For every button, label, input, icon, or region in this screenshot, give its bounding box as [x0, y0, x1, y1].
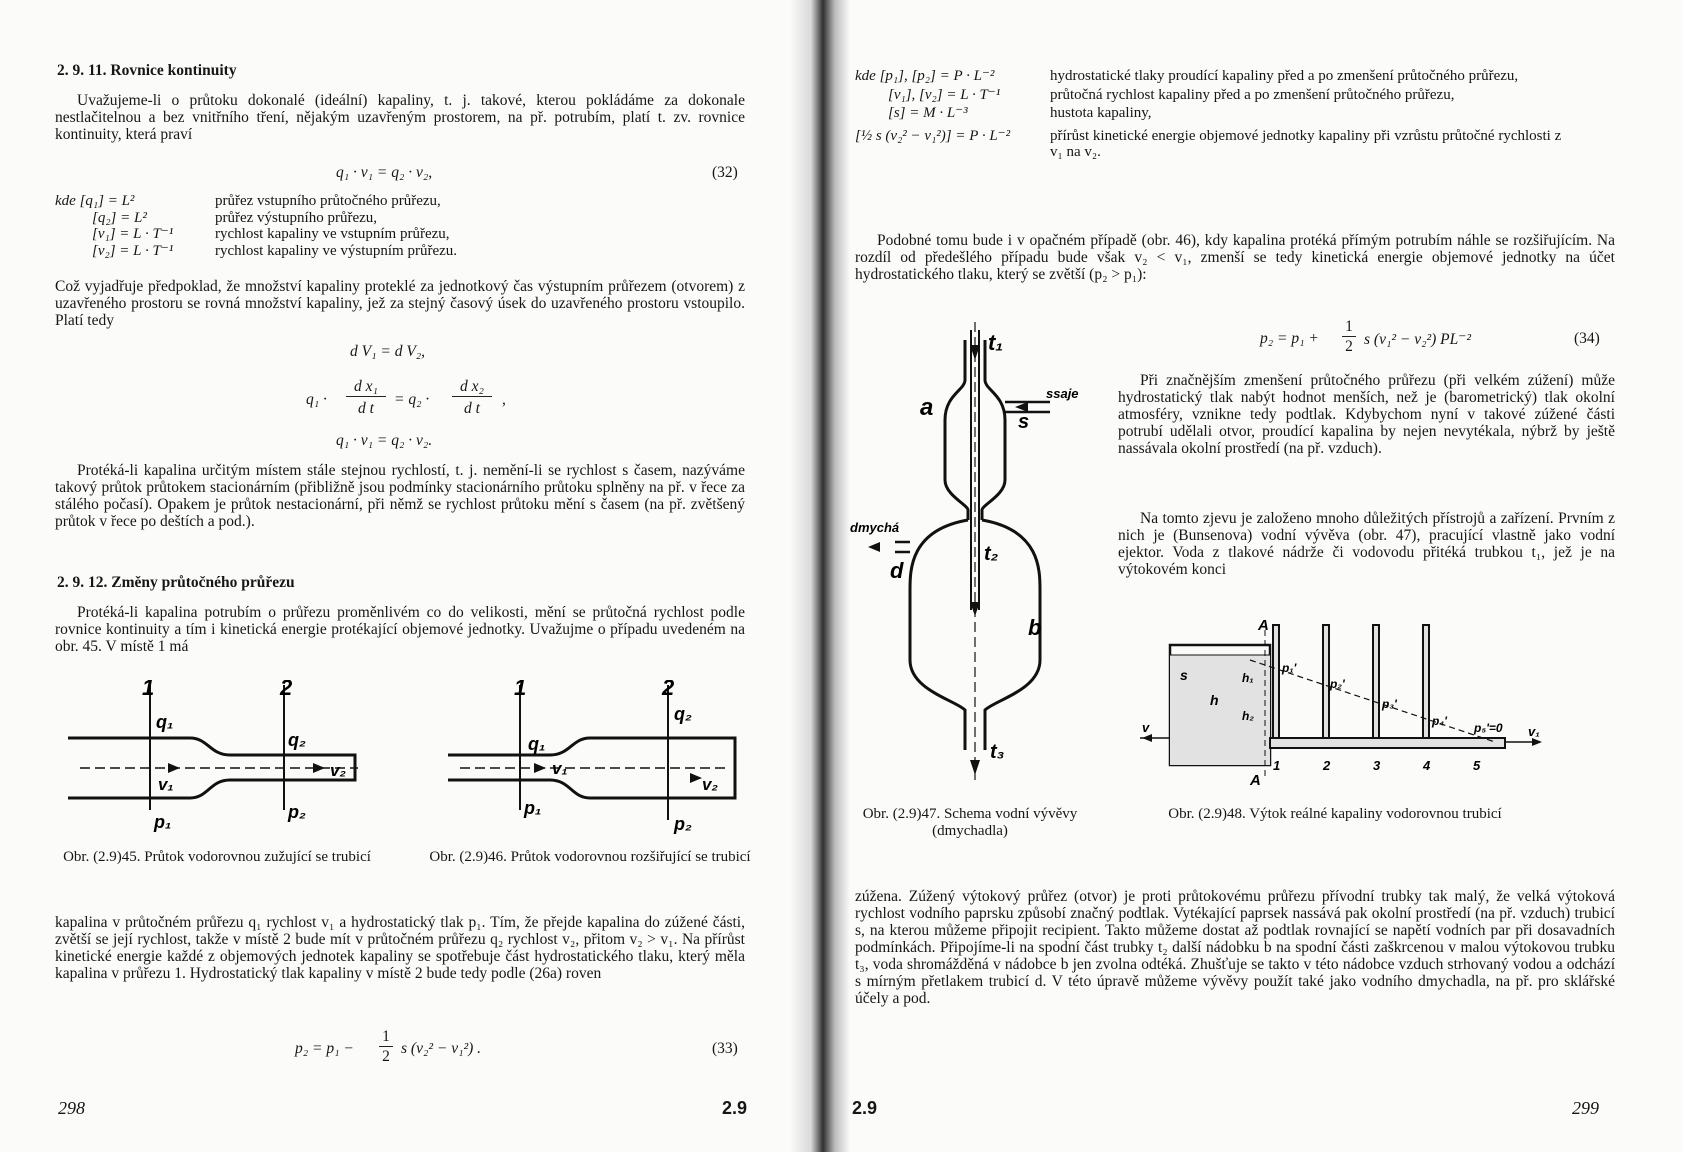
svg-text:v₂: v₂ [330, 761, 346, 780]
section-heading-2-9-11: 2. 9. 11. Rovnice kontinuity [57, 62, 237, 79]
svg-text:A: A [1250, 772, 1261, 789]
svg-text:dmychá: dmychá [850, 520, 900, 535]
equation-33-number: (33) [712, 1040, 738, 1057]
paragraph-bunsen-pump: Na tomto zjevu je založeno mnoho důležitých přístrojů a zařízení. Prvním z nich je (Bunsenova) vodní vývěva (obr. 47), pracující vlastně jako vodní ejektor. Voda z tlakové nádrže či vodovodu přitéká trubkou t₁, jež je na výtokovém konci [1118, 510, 1615, 578]
figure-47-water-pump [850, 320, 1100, 790]
fig45-label: 1 [142, 680, 155, 700]
caption-figure-48: Obr. (2.9)48. Výtok reálné kapaliny vodorovnou trubicí [1168, 806, 1502, 822]
svg-text:2: 2 [1323, 758, 1331, 773]
definition-row: kde [p₁], [p₂] = P · L⁻² hydrostatické tlaky proudící kapaliny před a po zmenšení průtočného průřezu, [855, 68, 1519, 84]
paragraph-vacuum: Při značnějším zmenšení průtočného průřezu (při velkém zúžení) může hydrostatický tlak nabýt hodnot menších, než je (barometrický) tlak okolní atmosféry, vznikne tedy podtlak. Kdybychom nyní v takové zúžené části potrubí udělali otvor, proudící kapalina by nejen nevytékala, nýbrž by ještě nassávala okolní prostředí (na př. vzduch). [1118, 372, 1615, 457]
svg-text:ssaje: ssaje [1046, 386, 1079, 401]
equation-33: p₂ = p₁ − 1 2 s (v₂² − v₁²) . [295, 1028, 482, 1065]
svg-text:s: s [1180, 667, 1188, 683]
svg-text:v₁: v₁ [158, 775, 174, 794]
svg-text:3: 3 [1373, 758, 1381, 773]
svg-text:b: b [1028, 615, 1042, 640]
svg-text:4: 4 [1423, 758, 1431, 773]
svg-text:p₂: p₂ [288, 802, 306, 822]
equation-volume: d V₁ = d V₂, [350, 343, 426, 360]
svg-text:v₂: v₂ [702, 775, 718, 794]
equation-34: p₂ = p₁ + 1 2 s (v₁² − v₂²) PL⁻² [1260, 318, 1472, 355]
svg-text:p₂': p₂' [1330, 677, 1345, 691]
figure-48-real-liquid-outflow [1130, 620, 1550, 790]
svg-text:v₁: v₁ [552, 759, 568, 778]
paragraph-cross-section-change: Protéká-li kapalina potrubím o průřezu proměnlivém co do velikosti, mění se průtočná rychlost podle rovnice kontinuity a tím i kinetická energie protékající objemové jednotky. Uvažujme o případu uvedeném na obr. 45. V místě 1 má [55, 604, 745, 655]
paragraph-widening-case: Podobné tomu bude i v opačném případě (obr. 46), kdy kapalina protéká přímým potrubím náhle se rozšiřujícím. Na rozdíl od předešlého případu bude však v₂ < v₁, zmenší se tedy kinetická energie objemové jednotky na účet hydrostatického tlaku, který se zvětší (p₂ > p₁): [855, 232, 1615, 283]
definition-row: [s] = M · L⁻³ hustota kapaliny, [888, 105, 1152, 121]
svg-text:q₁: q₁ [156, 712, 174, 732]
paragraph-pressure-drop: kapalina v průtočném průřezu q₁ rychlost v₁ a hydrostatický tlak p₁. Tím, že přejde kapalina do zúžené části, zvětší se její rychlost, takže v místě 2 bude mít v průtočném průřezu q₂ rychlost v₂, přitom v₂ > v₁. Na přírůst kinetické energie každé z objemových jednotek kapaliny se spotřebuje část hydrostatického tlaku, který měla kapalina v průřezu 1. Hydrostatický tlak kapaliny v místě 2 bude tedy podle (26a) roven [55, 914, 745, 982]
svg-text:t₁: t₁ [988, 330, 1004, 355]
svg-text:h₁: h₁ [1242, 671, 1254, 685]
svg-text:v₁: v₁ [1528, 724, 1540, 739]
right-page [850, 0, 1683, 1152]
svg-text:1: 1 [1273, 758, 1281, 773]
section-marker-right: 2.9 [852, 1098, 878, 1118]
svg-text:d: d [890, 558, 904, 583]
svg-text:s: s [1018, 411, 1030, 433]
svg-text:t₂: t₂ [984, 543, 999, 565]
paragraph-continuity-intro: Uvažujeme-li o průtoku dokonalé (ideální) kapaliny, t. j. takové, kterou pokládáme za dokonale nestlačitelnou a bez vnitřního tření, nějakým uzavřeným prostorem, na př. potrubím, platí t. zv. rovnice kontinuity, která praví [55, 92, 745, 143]
paragraph-stationary-flow: Protéká-li kapalina určitým místem stále stejnou rychlostí, t. j. nemění-li se rychlost s časem, nazýváme takový průtok průtokem stacionárním (přibližně jsou podmínky stacionárního průtoku splněny na př. v řece za stálého počasí). Opakem je průtok nestacionární, při němž se rychlost průtoku mění s časem (na př. zvětšený průtok v řece po deštích a pod.). [55, 462, 745, 530]
svg-text:h: h [1210, 692, 1219, 708]
svg-text:q₂: q₂ [288, 730, 306, 750]
svg-text:t₃: t₃ [990, 741, 1005, 763]
svg-text:2: 2 [662, 680, 675, 700]
equation-continuity-result: q₁ · v₁ = q₂ · v₂. [336, 432, 433, 449]
paragraph-ejector-continued: zúžena. Zúžený výtokový průřez (otvor) je proti průtokovému průřezu přívodní trubky tak malý, že velká výtoková rychlost vodního paprsku způsobí značný podtlak. Vytékající paprsek nassává pak okolní prostředí (na př. vzduch) trubicí s, na kterou můžeme připojit recipient. Takto můžeme dostat až podtlak rovnající se napětí vodních par při dosavadních podmínkách. Připojíme-li na spodní část trubky t₂ další nádobku b na spodní části zaškrcenou v malou výtokovou trubku t₃, voda shromážděná v nádobce b jen zvolna odtéká. Zhušťuje se takto v této nádobce vzduch strhovaný vodou a odchází s mírným přetlakem trubicí d. V této úpravě můžeme vývěvy použít také jako vodního dmychadla, na př. pro sklářské účely a pod. [855, 888, 1615, 1007]
definition-row: kde [q₁] = L² průřez vstupního průtočného průřezu, [55, 193, 441, 209]
equation-32: q₁ · v₁ = q₂ · v₂, [336, 164, 433, 181]
definition-row: [v₂] = L · T⁻¹ rychlost kapaliny ve výstupním průřezu. [92, 242, 458, 259]
svg-text:q₁: q₁ [528, 734, 546, 754]
caption-figure-45: Obr. (2.9)45. Průtok vodorovnou zužující se trubicí [63, 849, 371, 865]
svg-text:a: a [920, 394, 934, 421]
book-gutter [790, 0, 850, 1152]
left-page: 2. 9. 11. Rovnice kontinuity Uvažujeme-li o průtoku dokonalé (ideální) kapaliny, t. j. takové, kterou pokládáme za dokonale nestlačitelnou a bez vnitřního tření, nějakým uzavřeným prostorem, na př. potrubím, platí t. zv. rovnice kontinuity, která praví q₁ · v₁ = q₂ · v₂, (32) kde [q₁] = L² průřez vstupního průtočného průřezu, [q₂] = L² průřez výstupního průřezu, [v₁] = L · T⁻¹ rychlost kapaliny ve vstupním průřezu, [v₂] = L · T⁻¹ rychlost kapaliny ve výstupním průřezu. Což vyjadřuje předpoklad, že množství kapaliny proteklé za jednotkový čas výstupním průřezem (otvorem) z uzavřeného prostoru se rovná množství kapaliny, jež za stejný časový úsek do uzavřeného prostoru vstoupilo. Platí tedy d V₁ = d V₂, q₁ · d x₁ d t = q₂ · d x₂ d t , q₁ · v₁ = q₂ · v₂. Protéká-li kapalina určitým místem stále stejnou rychlostí, t. j. nemění-li se rychlost s časem, nazýváme takový průtok průtokem stacionárním (přibližně jsou podmínky stacionárního průtoku splněny na př. v řece za stálého počasí). Opakem je průtok nestacionární, při němž se rychlost průtoku mění s časem (na př. zvětšený průtok v řece po deštích a pod.). 2. 9. 12. Změny průtočného průřezu Protéká-li kapalina potrubím o průřezu proměnlivém co do velikosti, mění se průtočná rychlost podle rovnice kontinuity a tím i kinetická energie protékající objemové jednotky. Uvažujme o případu uvedeném na obr. 45. V místě 1 má 1 2 q₁ q₂ v₁ v₂ p₁ p₂ 1 2 q₁ q₂ v₁ v₂ p₁ p₂ Obr. (2.9)45. Průtok vodorovnou zužující se trubicí Obr. (2.9)46. Průtok vodorovnou rozšiřující se trubicí kapalina v průtočném průřezu q₁ rychlost v₁ a hydrostatický tlak p₁. Tím, že přejde kapalina do zúžené části, zvětší se její rychlost, takže v místě 2 bude mít v průtočném průřezu q₂ rychlost v₂, přitom v₂ > v₁. Na přírůst kinetické energie každé z objemových jednotek kapaliny se spotřebuje část hydrostatického tlaku, který měla kapalina v průřezu 1. Hydrostatický tlak kapaliny v místě 2 bude tedy podle (26a) roven p₂ = p₁ − 1 2 s (v₂² − v₁²) . (33) 298 2.9 [0, 0, 790, 1152]
svg-text:p₅'=0: p₅'=0 [1474, 721, 1503, 735]
svg-text:v: v [1142, 720, 1150, 735]
definition-row: [v₁], [v₂] = L · T⁻¹ průtočná rychlost kapaliny před a po zmenšení průtočného průřezu, [888, 86, 1455, 103]
equation-32-number: (32) [712, 164, 738, 181]
svg-text:p₂: p₂ [674, 814, 692, 834]
svg-text:q₂: q₂ [674, 704, 692, 724]
svg-text:p₄': p₄' [1432, 714, 1447, 728]
svg-text:p₁: p₁ [524, 798, 542, 818]
definitions-list-left [55, 193, 745, 259]
svg-text:5: 5 [1473, 758, 1481, 773]
svg-text:A: A [1258, 620, 1269, 634]
page-number-left: 298 [58, 1098, 85, 1118]
caption-figure-46: Obr. (2.9)46. Průtok vodorovnou rozšiřující se trubicí [429, 849, 751, 865]
svg-text:p₁: p₁ [154, 812, 172, 832]
definitions-list-right [855, 68, 1615, 161]
svg-text:h₂: h₂ [1242, 709, 1254, 723]
svg-text:p₁': p₁' [1282, 661, 1297, 675]
definition-row: [½ s (v₂² − v₁²)] = P · L⁻² přírůst kinetické energie objemové jednotky kapaliny při vzrůstu průtočné rychlosti z v₁ na v₂. [855, 127, 1562, 160]
svg-text:2: 2 [280, 680, 293, 700]
equation-34-number: (34) [1574, 330, 1600, 347]
page-number-right: 299 [1572, 1098, 1599, 1118]
caption-figure-47: Obr. (2.9)47. Schema vodní vývěvy (dmychadla) [862, 806, 1078, 839]
definition-row: [v₁] = L · T⁻¹ rychlost kapaliny ve vstupním průřezu, [92, 226, 450, 242]
figure-45-narrowing-tube [60, 680, 390, 840]
figure-46-widening-tube [440, 680, 760, 840]
section-heading-2-9-12: 2. 9. 12. Změny průtočného průřezu [57, 574, 295, 591]
svg-text:1: 1 [514, 680, 527, 700]
paragraph-continuity-explanation: Což vyjadřuje předpoklad, že množství kapaliny proteklé za jednotkový čas výstupním průřezem (otvorem) z uzavřeného prostoru se rovná množství kapaliny, jež za stejný časový úsek do uzavřeného prostoru vstoupilo. Platí tedy [55, 278, 745, 329]
svg-text:p₃': p₃' [1382, 697, 1397, 711]
section-marker-left: 2.9 [722, 1098, 748, 1118]
definition-row: [q₂] = L² průřez výstupního průřezu, [92, 209, 378, 226]
